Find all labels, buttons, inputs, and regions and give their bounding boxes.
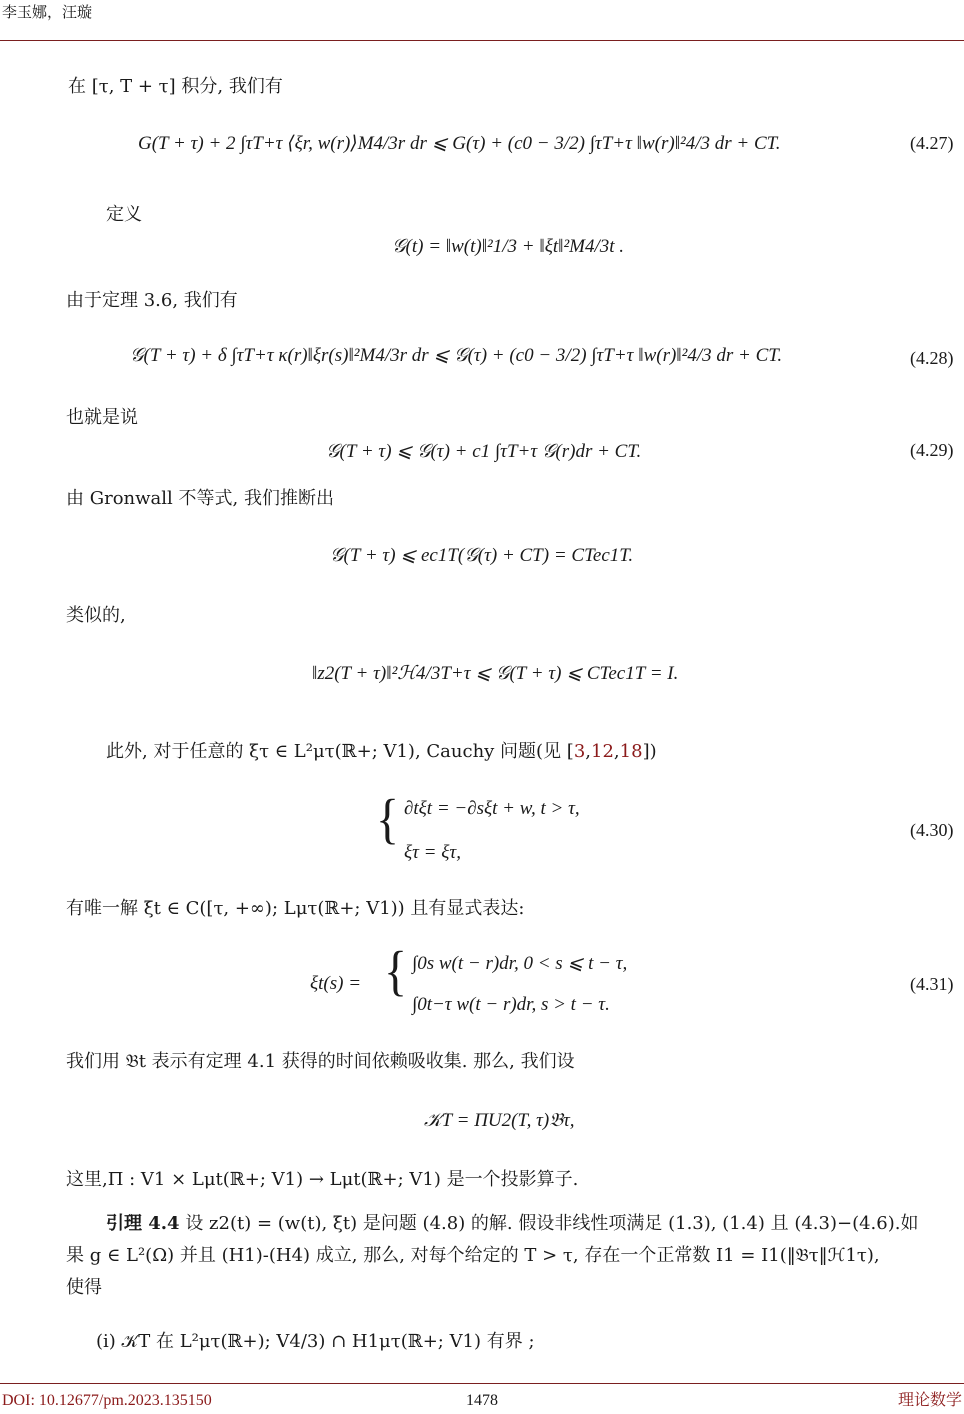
text-line-similarly: 类似的, — [66, 605, 126, 626]
lemma-text-1: 设 z2(t) = (w(t), ξt) 是问题 (4.8) 的解. 假设非线性项满足 (1.3), (1.4) 且 (4.3)−(4.6).如 — [179, 1213, 919, 1234]
equation-4-31-case-2: ∫0t−τ w(t − r)dr, s > t − τ. — [412, 994, 610, 1015]
running-header-authors: 李玉娜，汪璇 — [2, 3, 93, 21]
text-line-define: 定义 — [106, 204, 142, 225]
equation-4-31-case-1: ∫0s w(t − r)dr, 0 < s ⩽ t − τ, — [412, 953, 628, 974]
equation-number-4-30: (4.30) — [910, 820, 954, 840]
equation-4-30-line-2: ξτ = ξτ, — [404, 842, 461, 863]
equation-4-27: G(T + τ) + 2 ∫τT+τ ⟨ξr, w(r)⟩M4/3r dr ⩽ G(τ) + (c0 − 3/2) ∫τT+τ ‖w(r)‖²4/3 dr + CT. — [138, 133, 781, 154]
text-line-gronwall: 由 Gronwall 不等式, 我们推断出 — [66, 488, 334, 509]
lemma-4-4-line-1 — [106, 1212, 918, 1236]
lemma-4-4-line-3: 使得 — [66, 1277, 102, 1298]
lemma-4-4-line-2: 果 g ∈ L²(Ω) 并且 (H1)-(H4) 成立, 那么, 对每个给定的 T > τ, 存在一个正常数 I1 = I1(‖𝔅τ‖ℋ1τ), — [66, 1245, 880, 1266]
citation-link-18[interactable]: 18 — [619, 741, 643, 762]
footer-page-number: 1478 — [466, 1392, 498, 1409]
equation-4-30-line-1: ∂tξt = −∂sξt + w, t > τ, — [404, 798, 580, 819]
header-rule — [0, 40, 964, 41]
equation-number-4-31: (4.31) — [910, 974, 954, 994]
equation-KT: 𝒦T = ΠU2(T, τ)𝔅τ, — [424, 1110, 575, 1131]
cauchy-text-start: 此外, 对于任意的 ξτ ∈ L²μτ(ℝ+; V1), Cauchy 问题(见 [ — [106, 741, 574, 762]
text-line-cauchy: 此外, 对于任意的 ξτ ∈ L²μτ(ℝ+; V1), Cauchy 问题(见 [3,12,18]) — [106, 741, 657, 762]
text-line-absorbing-set: 我们用 𝔅t 表示有定理 4.1 获得的时间依赖吸收集. 那么, 我们设 — [66, 1051, 575, 1072]
lemma-heading: 引理 4.4 — [106, 1213, 180, 1234]
footer-rule — [0, 1383, 964, 1384]
equation-4-29: 𝒢(T + τ) ⩽ 𝒢(τ) + c1 ∫τT+τ 𝒢(r)dr + CT. — [326, 441, 642, 462]
lemma-item-i: (i) 𝒦T 在 L²μτ(ℝ+); V4/3) ∩ H1μτ(ℝ+; V1) 有界 ; — [96, 1331, 535, 1352]
text-line-that-is: 也就是说 — [66, 407, 138, 428]
footer-doi[interactable]: DOI: 10.12677/pm.2023.135150 — [2, 1392, 212, 1409]
left-brace-4-31: { — [384, 940, 408, 1002]
text-line-projection: 这里,Π : V1 × Lμt(ℝ+; V1) → Lμt(ℝ+; V1) 是一个投影算子. — [66, 1169, 579, 1190]
equation-definition-G: 𝒢(t) = ‖w(t)‖²1/3 + ‖ξt‖²M4/3t . — [392, 236, 625, 257]
citation-link-3[interactable]: 3 — [573, 741, 586, 762]
citation-link-12[interactable]: 12 — [591, 741, 614, 762]
equation-gronwall-result: 𝒢(T + τ) ⩽ ec1T(𝒢(τ) + CT) = CTec1T. — [330, 545, 634, 566]
text-line-unique-solution: 有唯一解 ξt ∈ C([τ, +∞); Lμτ(ℝ+; V1)) 且有显式表达: — [66, 898, 525, 919]
equation-4-28: 𝒢(T + τ) + δ ∫τT+τ κ(r)‖ξr(s)‖²M4/3r dr ⩽ 𝒢(τ) + (c0 − 3/2) ∫τT+τ ‖w(r)‖²4/3 dr + CT. — [130, 345, 783, 366]
equation-number-4-28: (4.28) — [910, 348, 954, 368]
equation-4-31-lhs: ξt(s) = — [310, 973, 362, 994]
text-line-integrate: 在 [τ, T + τ] 积分, 我们有 — [68, 76, 283, 97]
equation-z2-bound: ‖z2(T + τ)‖²ℋ4/3T+τ ⩽ 𝒢(T + τ) ⩽ CTec1T = I. — [312, 663, 679, 684]
footer-journal-name: 理论数学 — [897, 1390, 962, 1409]
cauchy-text-end: ]) — [642, 741, 657, 762]
text-line-theorem-3-6: 由于定理 3.6, 我们有 — [66, 290, 238, 311]
left-brace-4-30: { — [376, 788, 400, 850]
equation-number-4-27: (4.27) — [910, 133, 954, 153]
equation-number-4-29: (4.29) — [910, 440, 954, 460]
